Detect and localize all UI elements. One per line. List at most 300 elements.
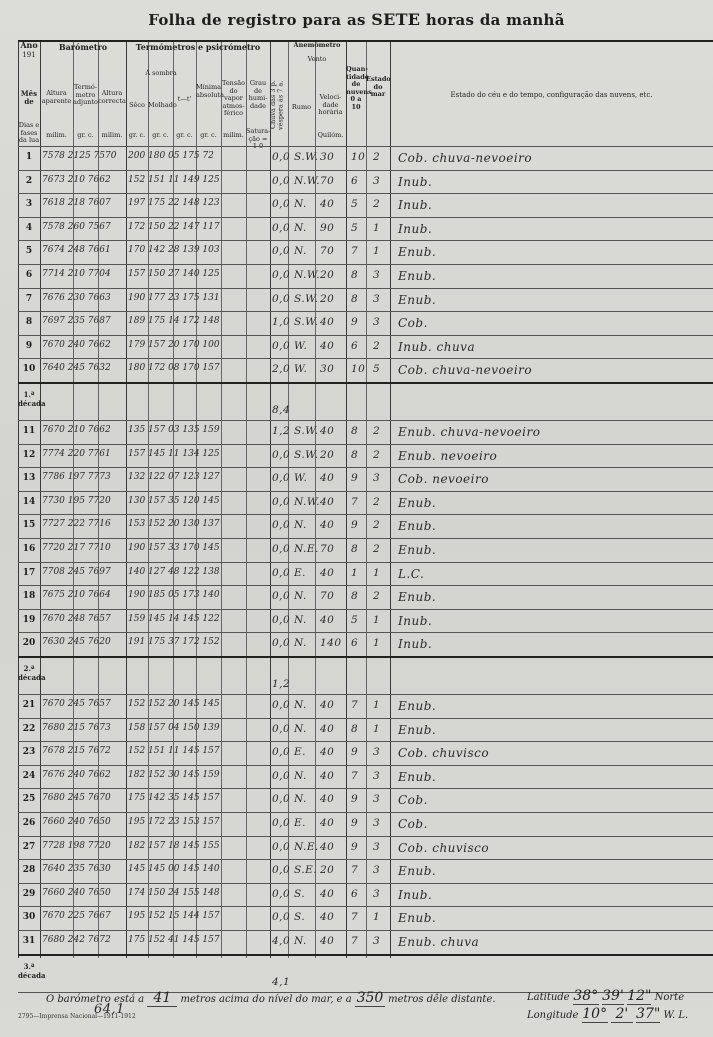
day-number: 25 bbox=[22, 794, 36, 805]
wind-direction: N. bbox=[294, 519, 307, 532]
rain-reading: 0,0 bbox=[272, 339, 291, 352]
shade-header: Á sombra bbox=[145, 69, 177, 77]
cloud-amount: 8 bbox=[351, 425, 359, 437]
wind-direction: S.W. bbox=[294, 448, 319, 461]
sky-state: Enub. chuva bbox=[398, 935, 480, 949]
wind-direction: N.E. bbox=[294, 543, 319, 555]
sky-state: Enub. bbox=[398, 769, 437, 784]
rain-reading: 0,0 bbox=[272, 613, 291, 626]
row-line bbox=[18, 632, 713, 633]
day-number: 23 bbox=[22, 747, 36, 758]
sea-state: 3 bbox=[373, 793, 381, 806]
temperature-readings: 152 151 11 149 125 bbox=[128, 174, 220, 185]
wind-direction: N. bbox=[294, 198, 307, 211]
sea-state: 2 bbox=[373, 519, 381, 532]
day-number: 27 bbox=[22, 841, 36, 852]
wind-speed: 70 bbox=[320, 543, 335, 555]
day-number: 29 bbox=[22, 888, 36, 899]
day-number: 6 bbox=[25, 270, 33, 280]
day-number: 10 bbox=[22, 364, 36, 375]
cloud-amount: 7 bbox=[351, 245, 359, 258]
unit-label: Satura-ção = 1 0 bbox=[246, 127, 271, 150]
temperature-readings: 145 145 00 145 140 bbox=[128, 864, 220, 875]
decade-label: 2.ª década bbox=[18, 664, 46, 682]
rain-reading: 0,0 bbox=[272, 448, 291, 461]
wind-speed: 140 bbox=[320, 637, 342, 650]
month-label: Mês de bbox=[20, 89, 38, 106]
barometer-note-text: metros dêle distante. bbox=[388, 994, 496, 1005]
sky-state: Enub. bbox=[398, 292, 437, 307]
temperature-readings: 195 172 23 153 157 bbox=[128, 817, 220, 827]
longitude-line bbox=[527, 1006, 688, 1023]
latitude-minutes: 39' bbox=[602, 988, 624, 1004]
col-line bbox=[346, 40, 347, 958]
wind-speed: 40 bbox=[320, 699, 335, 711]
year-label: Ano bbox=[20, 40, 38, 50]
wind-direction: N. bbox=[294, 613, 307, 626]
cloud-amount: 9 bbox=[351, 519, 359, 532]
wind-direction: N. bbox=[294, 793, 307, 806]
unit-label: milim. bbox=[101, 131, 123, 139]
wind-speed: 40 bbox=[320, 495, 335, 508]
wind-speed: 20 bbox=[320, 448, 335, 461]
row-line bbox=[18, 264, 713, 265]
temperature-readings: 191 175 37 172 152 bbox=[128, 637, 220, 648]
unit-label: Quilóm. bbox=[317, 131, 344, 139]
temperature-readings: 135 157 03 135 159 bbox=[128, 425, 220, 435]
sea-state: 3 bbox=[373, 817, 381, 829]
row-line bbox=[18, 288, 713, 289]
direction-header: Rumo bbox=[291, 103, 312, 111]
wind-direction: S.W. bbox=[294, 151, 319, 163]
barometer-reading: 7676 240 7662 bbox=[42, 769, 111, 780]
row-line bbox=[18, 954, 713, 956]
sky-state: Cob. bbox=[398, 793, 428, 808]
longitude-label: Longitude bbox=[527, 1010, 579, 1021]
rain-reading: 0,0 bbox=[272, 543, 291, 555]
sea-state: 2 bbox=[373, 425, 381, 437]
cloud-amount: 9 bbox=[351, 793, 359, 806]
wind-speed: 70 bbox=[320, 590, 335, 603]
sky-state: Cob. chuva-nevoeiro bbox=[398, 151, 533, 165]
row-line bbox=[18, 217, 713, 218]
wind-speed: 40 bbox=[320, 613, 335, 626]
day-number: 2 bbox=[25, 175, 33, 186]
row-line bbox=[18, 335, 713, 336]
sky-state: Enub. bbox=[398, 495, 437, 510]
sky-state: Enub. bbox=[398, 911, 437, 926]
sea-state: 5 bbox=[373, 363, 381, 376]
temperature-readings: 157 150 27 140 125 bbox=[128, 269, 220, 279]
day-number: 8 bbox=[25, 317, 33, 328]
unit-label: gr. c. bbox=[77, 131, 94, 139]
temperature-readings: 180 172 08 170 157 bbox=[128, 363, 220, 374]
wind-speed: 40 bbox=[320, 339, 335, 352]
day-number: 11 bbox=[22, 426, 36, 436]
wind-speed: 30 bbox=[320, 363, 335, 376]
sea-state: 3 bbox=[373, 292, 381, 305]
unit-label: milim. bbox=[223, 131, 244, 139]
rain-reading: 0,0 bbox=[272, 151, 291, 163]
barometer-reading: 7660 240 7650 bbox=[42, 817, 111, 827]
wind-direction: S.W. bbox=[294, 292, 319, 305]
sea-state: 1 bbox=[373, 911, 381, 924]
barometer-reading: 7697 235 7687 bbox=[42, 316, 111, 327]
sky-state: Enub. bbox=[398, 245, 437, 260]
barometer-reading: 7660 240 7650 bbox=[42, 887, 111, 898]
barometer-reading: 7670 248 7657 bbox=[42, 613, 111, 624]
rain-reading: 0,0 bbox=[272, 911, 291, 924]
col-line bbox=[126, 40, 127, 958]
wind-header: Vento bbox=[307, 55, 327, 63]
sky-state: Enub. chuva-nevoeiro bbox=[398, 425, 541, 439]
row-line bbox=[18, 883, 713, 884]
day-number: 9 bbox=[25, 340, 33, 351]
sky-state: Inub. bbox=[398, 221, 433, 236]
row-line bbox=[18, 609, 713, 610]
barometer-reading: 7675 210 7664 bbox=[42, 590, 111, 601]
t-difference-header: t—t' bbox=[177, 95, 192, 103]
temperature-readings: 170 142 28 139 103 bbox=[128, 245, 220, 256]
day-number: 1 bbox=[25, 152, 33, 162]
temperature-readings: 153 152 20 130 137 bbox=[128, 519, 220, 530]
wind-speed: 40 bbox=[320, 840, 335, 853]
row-line bbox=[18, 906, 713, 907]
sea-state: 3 bbox=[373, 174, 381, 187]
temperature-readings: 172 150 22 147 117 bbox=[128, 221, 220, 232]
temperature-readings: 175 152 41 145 157 bbox=[128, 935, 220, 945]
cloud-amount: 9 bbox=[351, 472, 359, 485]
wind-speed: 70 bbox=[320, 245, 335, 258]
day-number: 3 bbox=[25, 199, 33, 210]
barometer-note-text: O barómetro está a bbox=[46, 994, 145, 1005]
sea-state: 1 bbox=[373, 699, 381, 711]
humidity-header: Grau de humi-dade bbox=[248, 79, 268, 110]
sea-state: 3 bbox=[373, 769, 381, 782]
wind-direction: S.W. bbox=[294, 425, 319, 437]
day-number: 26 bbox=[22, 818, 36, 828]
barometer-reading: 7680 245 7670 bbox=[42, 793, 111, 804]
cloud-amount: 5 bbox=[351, 198, 359, 211]
cloud-amount: 6 bbox=[351, 174, 359, 187]
cloud-amount: 7 bbox=[351, 769, 359, 782]
unit-label: gr. c. bbox=[152, 131, 169, 139]
sky-state: Inub. bbox=[398, 198, 433, 213]
sky-state: Cob. bbox=[398, 316, 428, 331]
sky-state: Enub. bbox=[398, 543, 437, 557]
rain-reading: 0,0 bbox=[272, 221, 291, 234]
rain-reading: 0,0 bbox=[272, 817, 291, 829]
wind-direction: E. bbox=[294, 817, 307, 829]
wind-speed: 20 bbox=[320, 269, 335, 281]
day-number: 31 bbox=[22, 936, 36, 946]
barometer-distance-value: 350 bbox=[356, 990, 384, 1006]
wind-direction: N.W. bbox=[294, 174, 321, 187]
speed-header: Veloci-dade horária bbox=[318, 93, 343, 116]
cloud-amount: 8 bbox=[351, 543, 359, 555]
barometer-reading: 7728 198 7720 bbox=[42, 840, 111, 851]
barometer-reading: 7708 245 7697 bbox=[42, 566, 111, 577]
cloud-amount: 6 bbox=[351, 887, 359, 900]
barometer-note-text: metros acima do nível do mar, e a bbox=[180, 994, 352, 1005]
wind-direction: S. bbox=[294, 911, 306, 924]
barometer-reading: 7786 197 7773 bbox=[42, 472, 111, 483]
barometer-reading: 7640 245 7632 bbox=[42, 363, 111, 374]
row-line bbox=[18, 40, 713, 42]
wind-speed: 40 bbox=[320, 746, 335, 759]
wind-direction: N. bbox=[294, 699, 307, 711]
corrected-height-header: Altura correcta bbox=[98, 89, 126, 105]
cloud-amount: 9 bbox=[351, 840, 359, 853]
col-line bbox=[270, 40, 271, 958]
day-number: 20 bbox=[22, 638, 36, 649]
title-bold: SETE bbox=[371, 10, 421, 29]
sea-state: 1 bbox=[373, 566, 381, 579]
sky-state-header: Estado do céu e do tempo, configuração das nuvens, etc. bbox=[450, 91, 653, 99]
sea-state: 3 bbox=[373, 864, 381, 877]
barometer-reading: 7578 2125 7570 bbox=[42, 151, 117, 161]
temperature-readings: 130 157 35 120 145 bbox=[128, 495, 220, 506]
wind-direction: S.E. bbox=[294, 864, 318, 877]
barometer-reading: 7720 217 7710 bbox=[42, 543, 111, 553]
sky-state: L.C. bbox=[398, 566, 425, 581]
wind-speed: 40 bbox=[320, 887, 335, 900]
sea-state: 3 bbox=[373, 746, 381, 759]
cloud-amount: 1 bbox=[351, 566, 359, 579]
decade-label: 1.ª década bbox=[18, 390, 46, 408]
barometer-reading: 7680 215 7673 bbox=[42, 722, 111, 733]
sky-state: Enub. bbox=[398, 722, 437, 737]
barometer-reading: 7680 242 7672 bbox=[42, 935, 111, 945]
row-line bbox=[18, 538, 713, 539]
day-number: 7 bbox=[25, 293, 33, 304]
sea-state: 3 bbox=[373, 840, 381, 853]
wind-speed: 40 bbox=[320, 911, 335, 924]
sky-state: Inub. bbox=[398, 174, 433, 189]
wind-direction: S.W. bbox=[294, 316, 319, 329]
row-line bbox=[18, 694, 713, 695]
wind-speed: 20 bbox=[320, 292, 335, 305]
day-number: 28 bbox=[22, 865, 36, 876]
wind-direction: N.E. bbox=[294, 840, 319, 853]
rain-reading: 0,0 bbox=[272, 590, 291, 603]
wind-speed: 40 bbox=[320, 425, 335, 437]
page-title bbox=[0, 10, 713, 29]
wind-direction: N. bbox=[294, 221, 307, 234]
rain-reading: 2,0 bbox=[272, 363, 291, 376]
cloud-amount: 7 bbox=[351, 699, 359, 711]
cloud-amount: 5 bbox=[351, 613, 359, 626]
thermometers-header: Termómetros e psicrómetro bbox=[135, 42, 261, 52]
sea-state: 2 bbox=[373, 495, 381, 508]
row-line bbox=[18, 491, 713, 492]
day-number: 17 bbox=[22, 567, 36, 578]
row-line bbox=[18, 382, 713, 384]
sky-state: Inub. bbox=[398, 613, 433, 628]
sea-state: 1 bbox=[373, 245, 381, 258]
sky-state: Cob. chuvisco bbox=[398, 746, 490, 761]
cloud-amount: 5 bbox=[351, 221, 359, 234]
apparent-height-header: Altura aparente bbox=[41, 89, 72, 105]
cloud-amount: 10 bbox=[351, 151, 366, 163]
barometer-reading: 7774 220 7761 bbox=[42, 448, 111, 459]
col-line bbox=[246, 40, 247, 958]
latitude-seconds: 12" bbox=[627, 988, 652, 1004]
sea-state: 1 bbox=[373, 221, 381, 234]
rain-reading: 0,0 bbox=[272, 746, 291, 759]
anemometer-header: Anemómetro bbox=[293, 41, 341, 49]
rain-reading: 0,0 bbox=[272, 495, 291, 508]
rain-reading: 0,0 bbox=[272, 769, 291, 782]
col-line bbox=[40, 40, 41, 958]
day-number: 15 bbox=[22, 520, 36, 531]
rain-reading: 0,0 bbox=[272, 292, 291, 305]
temperature-readings: 175 142 35 145 157 bbox=[128, 793, 220, 804]
temperature-readings: 182 157 18 145 155 bbox=[128, 840, 220, 851]
barometer-reading: 7676 230 7663 bbox=[42, 292, 111, 303]
temperature-readings: 182 152 30 145 159 bbox=[128, 769, 220, 780]
dry-header: Sêco bbox=[129, 101, 145, 109]
sky-state: Enub. bbox=[398, 864, 437, 879]
day-number: 12 bbox=[22, 449, 36, 460]
day-number: 4 bbox=[25, 222, 33, 233]
rain-reading: 0,0 bbox=[272, 699, 291, 711]
sea-state: 3 bbox=[373, 269, 381, 281]
latitude-degrees: 38° bbox=[573, 988, 599, 1004]
row-line bbox=[18, 467, 713, 468]
cloud-amount: 6 bbox=[351, 637, 359, 650]
row-line bbox=[18, 444, 713, 445]
sea-state: 1 bbox=[373, 722, 381, 735]
temperature-readings: 132 122 07 123 127 bbox=[128, 472, 220, 483]
sky-state: Cob. bbox=[398, 817, 428, 831]
sea-state: 3 bbox=[373, 935, 381, 947]
wind-direction: N. bbox=[294, 245, 307, 258]
cloud-amount: 8 bbox=[351, 590, 359, 603]
temperature-readings: 158 157 04 150 139 bbox=[128, 722, 220, 733]
barometer-reading: 7670 245 7657 bbox=[42, 699, 111, 709]
row-line bbox=[18, 240, 713, 241]
rain-reading: 0,0 bbox=[272, 637, 291, 650]
cloud-amount: 10 bbox=[351, 363, 366, 376]
wind-speed: 40 bbox=[320, 722, 335, 735]
row-line bbox=[18, 358, 713, 359]
temperature-readings: 174 150 24 155 148 bbox=[128, 887, 220, 898]
longitude-degrees: 10° bbox=[582, 1006, 608, 1022]
wind-speed: 90 bbox=[320, 221, 335, 234]
barometer-reading: 7730 195 7720 bbox=[42, 495, 111, 506]
sky-state: Inub. chuva bbox=[398, 339, 476, 354]
wind-speed: 40 bbox=[320, 793, 335, 806]
sky-state: Enub. nevoeiro bbox=[398, 448, 498, 463]
rain-reading: 0,0 bbox=[272, 793, 291, 806]
row-line bbox=[18, 514, 713, 515]
wind-direction: N. bbox=[294, 637, 307, 650]
temperature-readings: 157 145 11 134 125 bbox=[128, 448, 220, 459]
barometer-reading: 7640 235 7630 bbox=[42, 864, 111, 875]
row-line bbox=[18, 420, 713, 421]
wind-speed: 40 bbox=[320, 519, 335, 532]
sky-state: Cob. chuvisco bbox=[398, 840, 490, 855]
longitude-direction: W. L. bbox=[663, 1010, 689, 1021]
year-value: 191 bbox=[22, 51, 36, 59]
minimum-header: Mínima absoluta bbox=[196, 83, 225, 99]
row-line bbox=[18, 741, 713, 742]
barometer-reading: 7578 260 7567 bbox=[42, 221, 111, 232]
wind-speed: 40 bbox=[320, 769, 335, 782]
day-number: 21 bbox=[22, 700, 36, 710]
wind-direction: E. bbox=[294, 746, 307, 759]
wind-speed: 40 bbox=[320, 316, 335, 329]
vapour-tension-header: Tensão do vapor atmos-férico bbox=[222, 79, 245, 117]
sky-state: Inub. bbox=[398, 637, 433, 652]
row-line bbox=[18, 836, 713, 837]
title-suffix: horas da manhã bbox=[420, 11, 565, 29]
sky-state: Enub. bbox=[398, 699, 437, 713]
rain-reading: 0,0 bbox=[272, 840, 291, 853]
sky-state: Enub. bbox=[398, 269, 437, 283]
barometer-reading: 7670 210 7662 bbox=[42, 425, 111, 435]
row-line bbox=[18, 718, 713, 719]
day-number: 5 bbox=[25, 246, 33, 257]
row-line bbox=[18, 146, 713, 147]
temperature-readings: 197 175 22 148 123 bbox=[128, 198, 220, 209]
row-line bbox=[18, 788, 713, 789]
wind-speed: 40 bbox=[320, 198, 335, 211]
cloud-amount: 9 bbox=[351, 817, 359, 829]
sea-state: 2 bbox=[373, 590, 381, 603]
barometer-reading: 7727 222 7716 bbox=[42, 519, 111, 530]
wind-direction: W. bbox=[294, 339, 308, 352]
col-line bbox=[366, 40, 367, 958]
wind-direction: N. bbox=[294, 590, 307, 603]
latitude-line bbox=[527, 988, 684, 1005]
row-line bbox=[18, 812, 713, 813]
cloud-amount: 9 bbox=[351, 746, 359, 759]
cloud-amount: 8 bbox=[351, 292, 359, 305]
barometer-reading: 7674 248 7661 bbox=[42, 245, 111, 256]
temperature-readings: 152 151 11 145 157 bbox=[128, 746, 220, 757]
row-line bbox=[18, 585, 713, 586]
barometer-note bbox=[46, 990, 496, 1007]
wind-direction: S. bbox=[294, 887, 306, 900]
temperature-readings: 179 157 20 170 100 bbox=[128, 339, 220, 350]
sky-state: Enub. bbox=[398, 519, 437, 534]
rain-reading: 0,0 bbox=[272, 245, 291, 258]
row-line bbox=[18, 859, 713, 860]
row-line bbox=[18, 930, 713, 931]
cloud-amount: 8 bbox=[351, 269, 359, 281]
barometer-reading: 7630 245 7620 bbox=[42, 637, 111, 648]
unit-label: milim. bbox=[46, 131, 67, 139]
decade-rain-total: 1,2 bbox=[272, 678, 291, 690]
sky-state: Cob. chuva-nevoeiro bbox=[398, 363, 533, 378]
rain-reading: 0,0 bbox=[272, 519, 291, 532]
temperature-readings: 159 145 14 145 122 bbox=[128, 613, 220, 624]
barometer-reading: 7618 218 7607 bbox=[42, 198, 111, 209]
row-line bbox=[18, 170, 713, 171]
rain-reading: 4,0 bbox=[272, 935, 291, 947]
rain-reading: 1,2 bbox=[272, 425, 291, 437]
wet-header: Molhado bbox=[148, 101, 177, 109]
sea-state: 1 bbox=[373, 613, 381, 626]
sea-state: 2 bbox=[373, 151, 381, 163]
sea-state: 2 bbox=[373, 543, 381, 555]
day-number: 22 bbox=[22, 723, 36, 734]
cloud-amount: 7 bbox=[351, 911, 359, 924]
barometer-reading: 7714 210 7704 bbox=[42, 269, 111, 279]
rain-reading: 1,0 bbox=[272, 316, 291, 329]
